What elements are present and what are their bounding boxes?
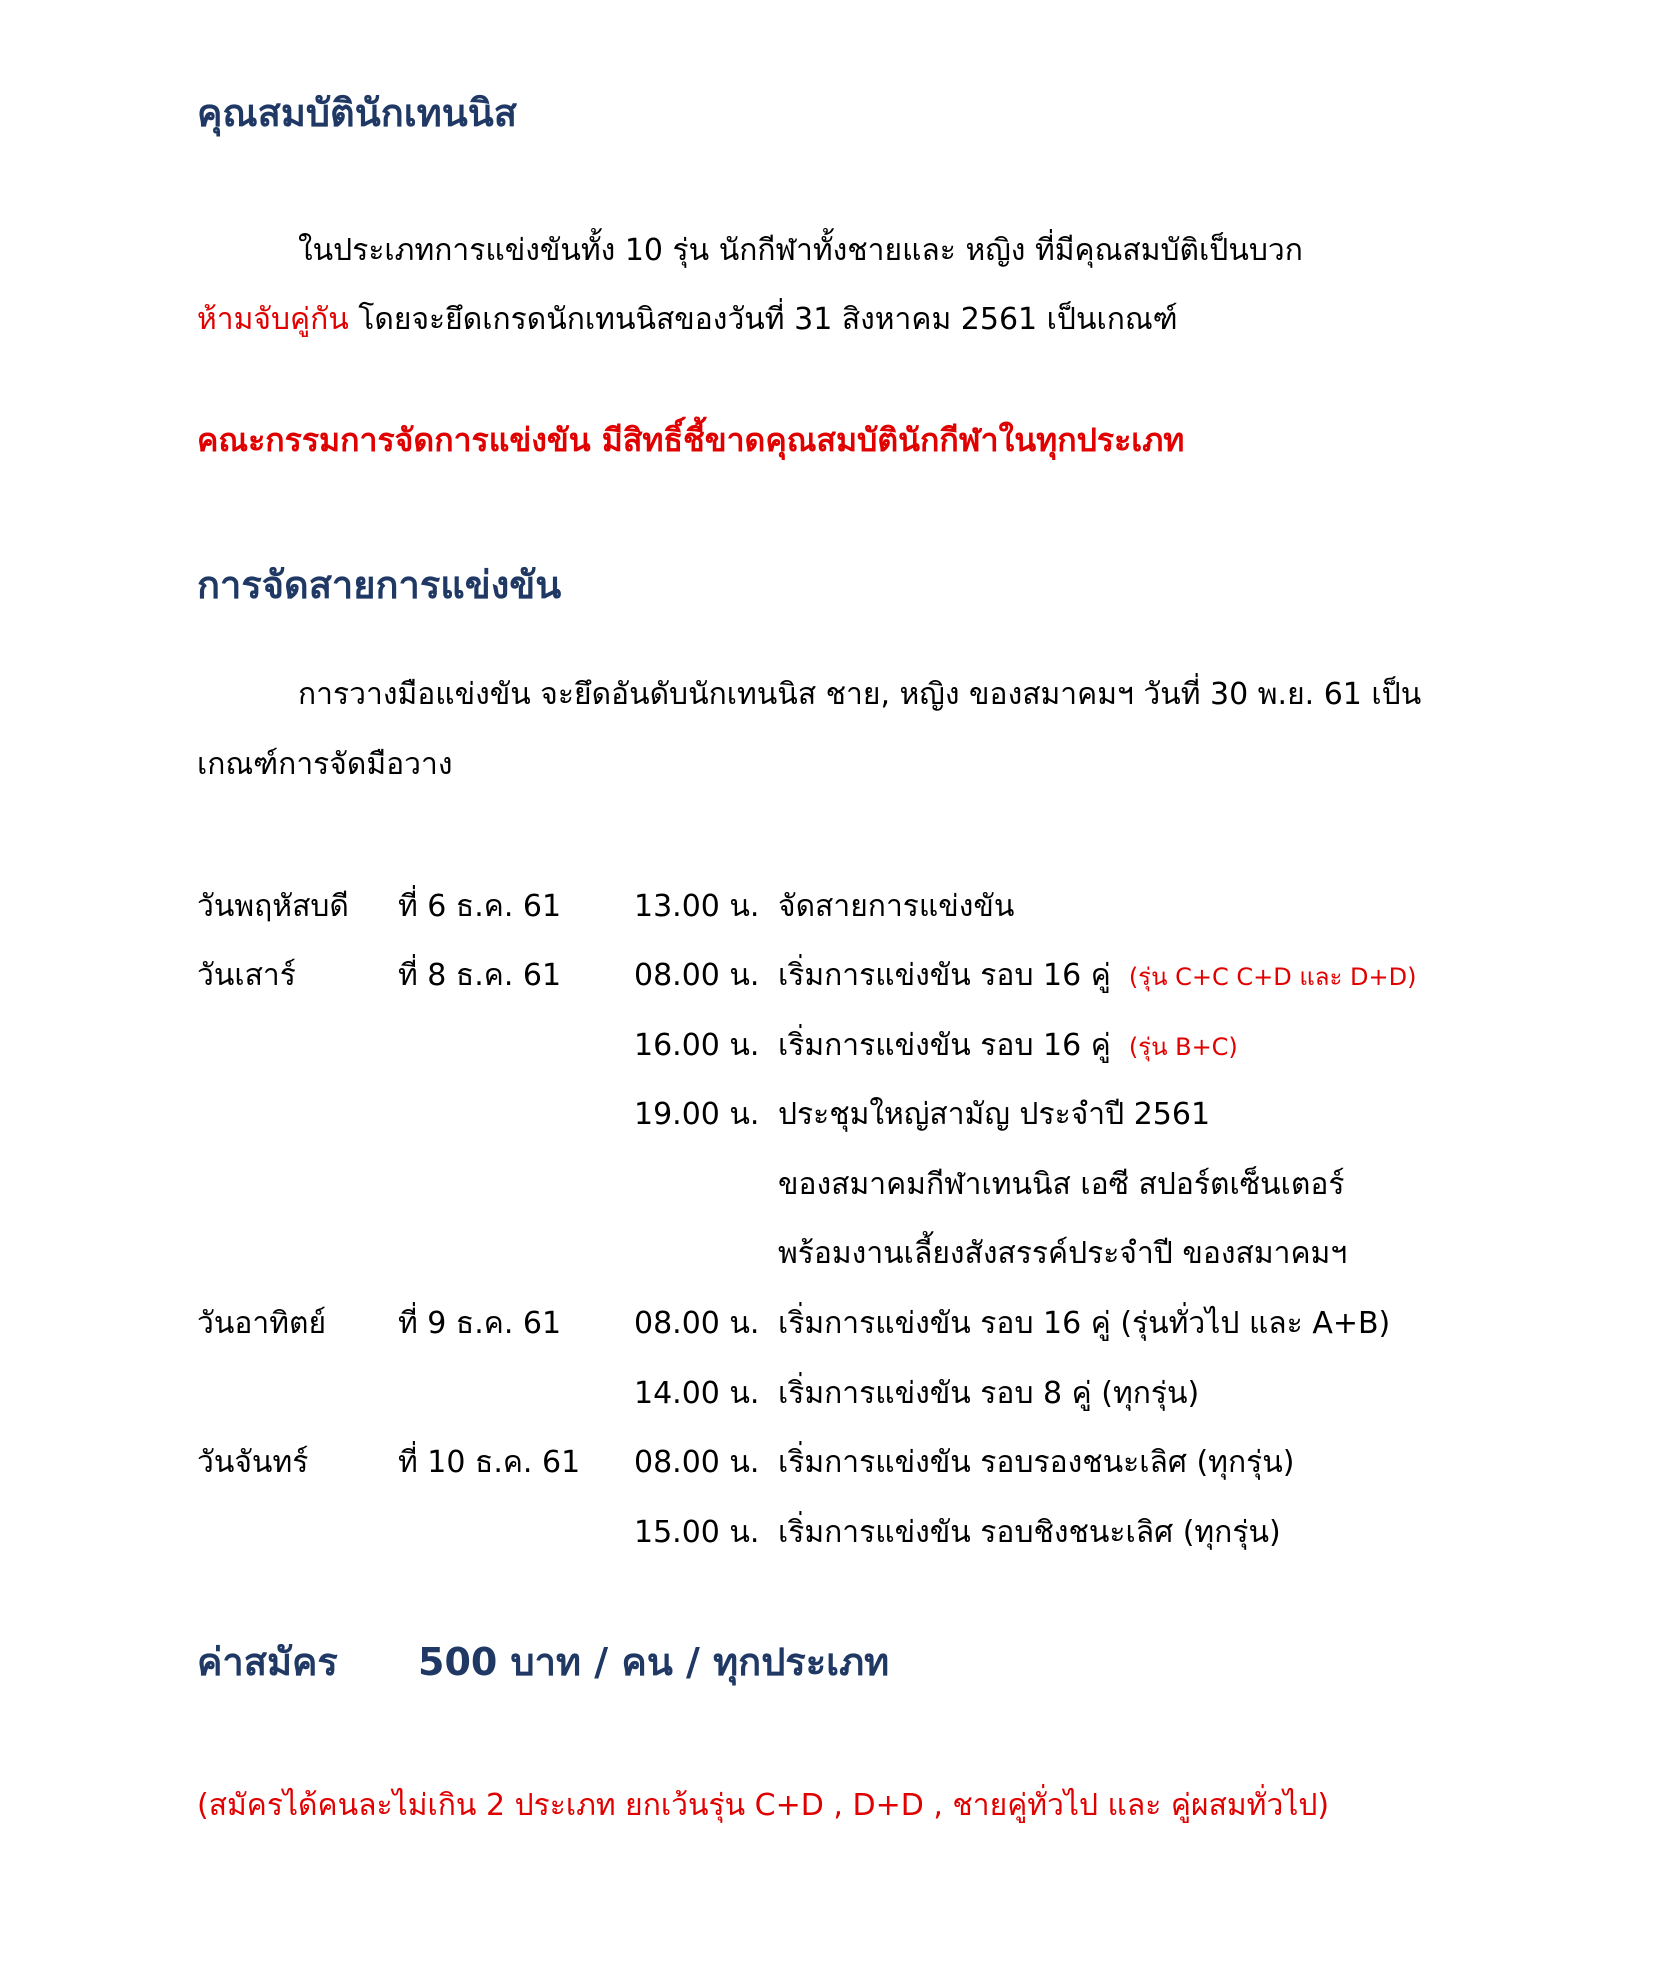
schedule-row: [0, 1091, 1654, 1131]
schedule-event: [778, 1161, 1362, 1208]
schedule-event: [778, 1300, 1408, 1347]
grade-reference-text: โดยจะยึดเกรดนักเทนนิสของวันที่ 31 สิงหาคม 2561 เป็นเกณฑ์: [348, 302, 1178, 337]
schedule-date: ที่ 6 ธ.ค. 61: [398, 889, 562, 924]
schedule-event-text: เริ่มการแข่งขัน รอบ 8 คู่ (ทุกรุ่น): [778, 1376, 1200, 1411]
draw-paragraph-line2: เกณฑ์การจัดมือวาง: [197, 747, 453, 782]
schedule-event: [778, 1439, 1312, 1486]
schedule-event-note: (รุ่น C+C C+D และ D+D): [1128, 963, 1417, 991]
schedule-time: 15.00 น.: [634, 1515, 760, 1550]
qualification-paragraph-line1: ในประเภทการแข่งขันทั้ง 10 รุ่น นักกีฬาทั้งชายและ หญิง ที่มีคุณสมบัติเป็นบวก: [298, 233, 1303, 268]
draw-paragraph-line1: การวางมือแข่งขัน จะยึดอันดับนักเทนนิส ชาย, หญิง ของสมาคมฯ วันที่ 30 พ.ย. 61 เป็น: [298, 677, 1422, 712]
schedule-event: [778, 1091, 1228, 1138]
qualification-paragraph-line2: [197, 302, 1178, 337]
schedule-time: 14.00 น.: [634, 1376, 760, 1411]
schedule-date: ที่ 10 ธ.ค. 61: [398, 1445, 581, 1480]
schedule-row: [0, 1300, 1654, 1340]
schedule-row: [0, 1230, 1654, 1270]
schedule-row: [0, 1439, 1654, 1479]
schedule-row: [0, 883, 1654, 923]
schedule-event-text: เริ่มการแข่งขัน รอบรองชนะเลิศ (ทุกรุ่น): [778, 1445, 1295, 1480]
schedule-time: 13.00 น.: [634, 889, 760, 924]
fee-value: 500 บาท / คน / ทุกประเภท: [418, 1640, 890, 1684]
fee-note: (สมัครได้คนละไม่เกิน 2 ประเภท ยกเว้นรุ่น C+D , D+D , ชายคู่ทั่วไป และ คู่ผสมทั่วไป): [197, 1788, 1330, 1823]
schedule-event: [778, 1509, 1299, 1556]
schedule-event: [778, 1230, 1365, 1277]
schedule-event-text: จัดสายการแข่งขัน: [778, 889, 1015, 924]
schedule-row: [0, 1161, 1654, 1201]
schedule-event-note: (รุ่น B+C): [1128, 1033, 1238, 1061]
schedule-time: 08.00 น.: [634, 1445, 760, 1480]
no-pairing-rule: ห้ามจับคู่กัน: [197, 302, 349, 337]
draw-heading: การจัดสายการแข่งขัน: [197, 563, 562, 607]
schedule-row: [0, 1509, 1654, 1549]
schedule-event: [778, 1022, 1238, 1069]
committee-note: คณะกรรมการจัดการแข่งขัน มีสิทธิ์ชี้ขาดคุณสมบัตินักกีฬาในทุกประเภท: [197, 421, 1185, 459]
schedule-event-text: ของสมาคมกีฬาเทนนิส เอซี สปอร์ตเซ็นเตอร์: [778, 1167, 1345, 1202]
schedule-event-text: เริ่มการแข่งขัน รอบ 16 คู่: [778, 958, 1111, 993]
schedule-time: 19.00 น.: [634, 1097, 760, 1132]
schedule-event-text: พร้อมงานเลี้ยงสังสรรค์ประจำปี ของสมาคมฯ: [778, 1236, 1348, 1271]
schedule-row: [0, 1022, 1654, 1062]
schedule-event: [778, 952, 1416, 999]
schedule-time: 08.00 น.: [634, 958, 760, 993]
schedule-row: [0, 1370, 1654, 1410]
schedule-event-text: เริ่มการแข่งขัน รอบ 16 คู่ (รุ่นทั่วไป และ A+B): [778, 1306, 1391, 1341]
schedule-date: ที่ 9 ธ.ค. 61: [398, 1306, 562, 1341]
schedule-day: วันเสาร์: [197, 958, 296, 993]
fee-label: ค่าสมัคร: [197, 1640, 338, 1684]
schedule-time: 16.00 น.: [634, 1028, 760, 1063]
qualification-heading: คุณสมบัตินักเทนนิส: [197, 91, 517, 135]
schedule-date: ที่ 8 ธ.ค. 61: [398, 958, 562, 993]
schedule-event-text: เริ่มการแข่งขัน รอบชิงชนะเลิศ (ทุกรุ่น): [778, 1515, 1281, 1550]
schedule-time: 08.00 น.: [634, 1306, 760, 1341]
schedule-day: วันพฤหัสบดี: [197, 889, 349, 924]
schedule-event: [778, 883, 1032, 930]
schedule-day: วันอาทิตย์: [197, 1306, 327, 1341]
schedule-event: [778, 1370, 1217, 1417]
schedule-event-text: ประชุมใหญ่สามัญ ประจำปี 2561: [778, 1097, 1211, 1132]
schedule-row: [0, 952, 1654, 992]
schedule-day: วันจันทร์: [197, 1445, 309, 1480]
schedule-event-text: เริ่มการแข่งขัน รอบ 16 คู่: [778, 1028, 1111, 1063]
